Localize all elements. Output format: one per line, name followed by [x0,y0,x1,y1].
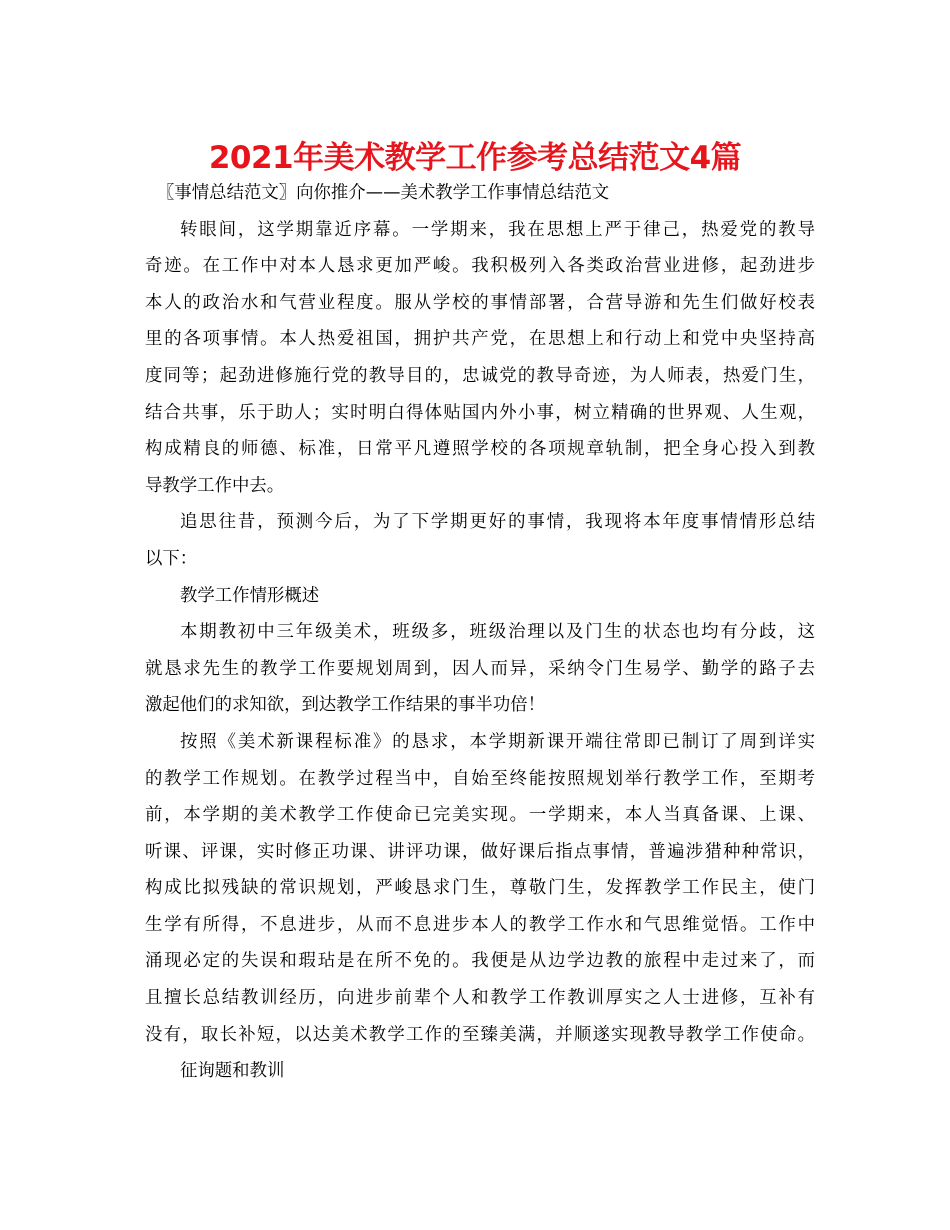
paragraph-line: 导教学工作中去。 [145,475,285,496]
intro-line: 〖事情总结范文〗向你推介——美术教学工作事情总结范文 [157,183,610,203]
document-title: 2021年美术教学工作参考总结范文4篇 [208,140,742,176]
section-heading: 教学工作情形概述 [180,585,320,606]
paragraph-line: 前，本学期的美术教学工作使命已完美实现。一学期来，本人当真备课、上课、 [145,805,815,826]
paragraph-line: 本人的政治水和气营业程度。服从学校的事情部署，合营导游和先生们做好校表 [145,292,815,313]
paragraph-line: 生学有所得，不息进步，从而不息进步本人的教学工作水和气思维觉悟。工作中 [145,914,815,935]
paragraph-line: 转眼间，这学期靠近序幕。一学期来，我在思想上严于律己，热爱党的教导 [180,219,815,240]
paragraph-line: 且擅长总结教训经历，向进步前辈个人和教学工作教训厚实之人士进修，互补有 [145,988,815,1009]
paragraph-line: 没有，取长补短，以达美术教学工作的至臻美满，并顺遂实现教导教学工作使命。 [145,1024,815,1045]
paragraph-line: 听课、评课，实时修正功课、讲评功课，做好课后指点事情，普遍涉猎种种常识， [145,841,815,862]
paragraph-line: 构成精良的师德、标准，日常平凡遵照学校的各项规章轨制，把全身心投入到教 [145,439,815,460]
paragraph-line: 结合共事，乐于助人；实时明白得体贴国内外小事，树立精确的世界观、人生观， [145,402,815,423]
paragraph-line: 激起他们的求知欲，到达教学工作结果的事半功倍！ [145,695,545,716]
paragraph-line: 以下： [145,548,198,569]
paragraph-line: 涌现必定的失误和瑕玷是在所不免的。我便是从边学边教的旅程中走过来了，而 [145,951,815,972]
paragraph-line: 度同等；起劲进修施行党的教导目的，忠诚党的教导奇迹，为人师表，热爱门生， [145,365,815,386]
paragraph-line: 本期教初中三年级美术，班级多，班级治理以及门生的状态也均有分歧，这 [180,622,815,643]
document-body [145,175,815,1090]
paragraph-line: 奇迹。在工作中对本人恳求更加严峻。我积极列入各类政治营业进修，起劲进步 [145,256,815,277]
section-heading: 征询题和教训 [180,1061,285,1082]
paragraph-line: 的教学工作规划。在教学过程当中，自始至终能按照规划举行教学工作，至期考 [145,768,815,789]
paragraph-line: 构成比拟残缺的常识规划，严峻恳求门生，尊敬门生，发挥教学工作民主，使门 [145,878,815,899]
paragraph-line: 按照《美术新课程标准》的恳求，本学期新课开端往常即已制订了周到详实 [180,731,815,752]
paragraph-line: 追思往昔，预测今后，为了下学期更好的事情，我现将本年度事情情形总结 [180,512,815,533]
paragraph-line: 就恳求先生的教学工作要规划周到，因人而异，采纳令门生易学、勤学的路子去 [145,658,815,679]
paragraph-line: 里的各项事情。本人热爱祖国，拥护共产党，在思想上和行动上和党中央坚持高 [145,329,815,350]
